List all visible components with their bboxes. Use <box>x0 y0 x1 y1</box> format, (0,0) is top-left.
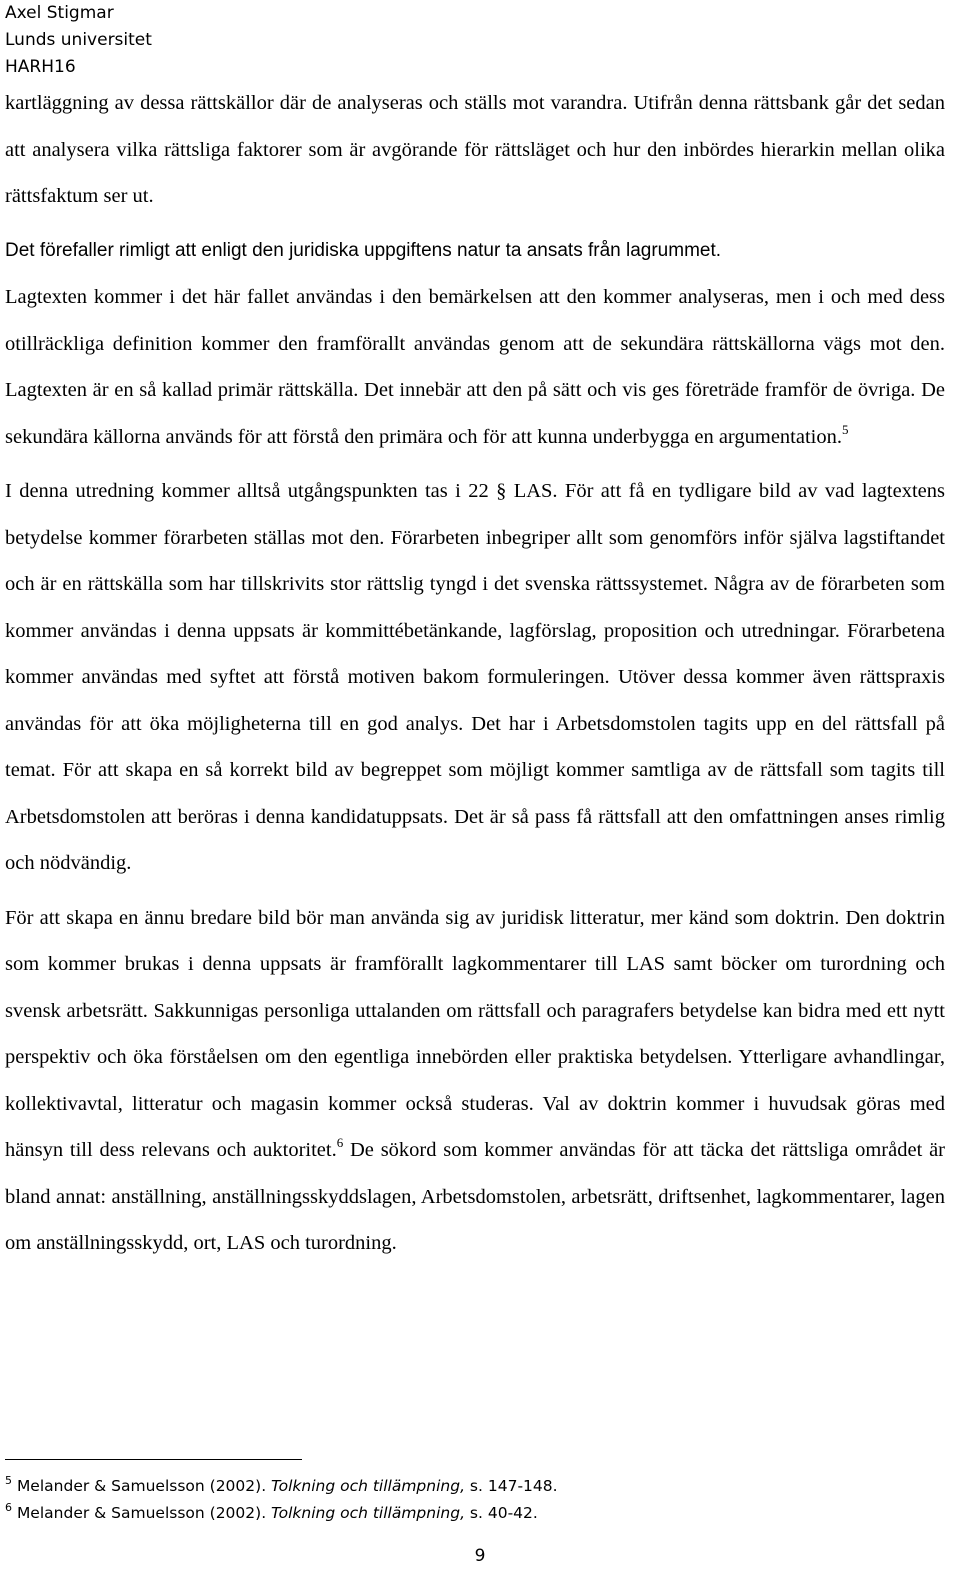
footnotes <box>5 1473 558 1527</box>
header-author: Axel Stigmar <box>5 3 114 23</box>
paragraph-lagtext-text: Lagtexten kommer i det här fallet användas i den bemärkelsen att den kommer analyseras, men i och med dess otillräckliga definition kommer den framförallt användas genom att de sekundära rättskällorna vägs mot den. Lagtexten är en så kallad primär rättskälla. Det innebär att den på sätt och vis ges företräde framför de övriga. De sekundära källorna används för att förstå den primära och för att kunna underbygga en argumentation. <box>5 286 945 448</box>
footnote-5 <box>5 1473 558 1500</box>
page-number: 9 <box>474 1546 486 1566</box>
paragraph-doktrin-text-b: De sökord som kommer användas för att täcka det rättsliga området är bland annat: anställning, anställningsskyddslagen, Arbetsdomstolen, arbetsrätt, driftsenhet, lagkommentarer, lagen om anställningsskydd, ort, LAS och turordning. <box>5 1139 945 1254</box>
footnote-pages: s. 40-42. <box>465 1504 538 1522</box>
footnote-6 <box>5 1500 558 1527</box>
footnote-title: Tolkning och tillämpning, <box>271 1477 465 1495</box>
footnote-number: 5 <box>5 1474 12 1487</box>
footnote-separator <box>5 1459 302 1460</box>
footnote-citation: Melander & Samuelsson (2002). <box>16 1477 272 1495</box>
footnote-number: 6 <box>5 1501 12 1514</box>
paragraph-continued: kartläggning av dessa rättskällor där de analyseras och ställs mot varandra. Utifrån denna rättsbank går det sedan att analysera vilka rättsliga faktorer som är avgörande för rättsläget och hur den inbördes hierarkin mellan olika rättsfaktum ser ut. <box>5 92 945 207</box>
footnote-citation: Melander & Samuelsson (2002). <box>16 1504 272 1522</box>
paragraph-forarbeten: I denna utredning kommer alltså utgångspunkten tas i 22 § LAS. För att få en tydligare bild av vad lagtextens betydelse kommer förarbeten ställas mot den. Förarbeten inbegriper allt som genomförs inför själva lagstiftandet och är en rättskälla som har tillskrivits stor rättslig tyngd i det svenska rättssystemet. Några av de förarbeten som kommer användas i denna uppsats är kommittébetänkande, lagförslag, proposition och utredningar. Förarbetena kommer användas med syftet att förstå motiven bakom formuleringen. Utöver dessa kommer även rättspraxis användas för att öka möjligheterna till en god analys. Det har i Arbetsdomstolen tagits upp en del rättsfall på temat. För att skapa en så korrekt bild av begreppet som möjligt kommer samtliga av de rättsfall som tagits till Arbetsdomstolen att beröras i denna kandidatuppsats. Det är så pass få rättsfall att den omfattningen anses rimlig och nödvändig. <box>5 480 945 874</box>
header-university: Lunds universitet <box>5 30 152 50</box>
paragraph-doktrin <box>5 895 945 1267</box>
footnote-ref-6[interactable]: 6 <box>336 1135 344 1150</box>
body-text <box>5 80 945 1267</box>
paragraph-doktrin-text-a: För att skapa en ännu bredare bild bör man använda sig av juridisk litteratur, mer känd som doktrin. Den doktrin som kommer brukas i denna uppsats är framförallt lagkommentarer till LAS samt böcker om turordning och svensk arbetsrätt. Sakkunnigas personliga uttalanden om rättsfall och paragrafers betydelse kan bidra med ett nytt perspektiv och öka förståelsen om den egentliga innebörden eller praktiska betydelsen. Ytterligare avhandlingar, kollektivavtal, litteratur och magasin kommer också studeras. Val av doktrin kommer i huvudsak göras med hänsyn till dess relevans och auktoritet. <box>5 906 945 1161</box>
header-course: HARH16 <box>5 57 76 77</box>
footnote-pages: s. 147-148. <box>465 1477 558 1495</box>
paragraph-lagtext <box>5 274 945 460</box>
paragraph-lagrum: Det förefaller rimligt att enligt den juridiska uppgiftens natur ta ansats från lagrummet. <box>5 239 722 261</box>
footnote-title: Tolkning och tillämpning, <box>271 1504 465 1522</box>
footnote-ref-5[interactable]: 5 <box>841 421 849 437</box>
page-header <box>5 0 152 81</box>
